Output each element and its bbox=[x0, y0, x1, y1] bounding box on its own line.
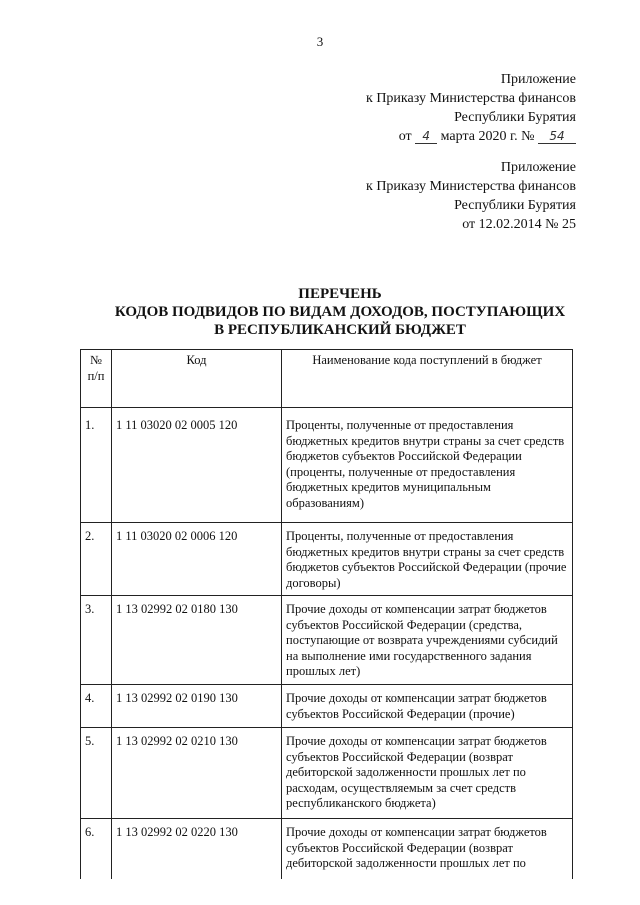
row-code: 1 11 03020 02 0005 120 bbox=[112, 408, 282, 523]
row-name: Прочие доходы от компенсации затрат бюджетов субъектов Российской Федерации (средства, поступающие от возврата учреждениями субсидий на выполнение ими государственного задания прошлых лет) bbox=[282, 596, 573, 685]
appendix-title: Приложение bbox=[500, 72, 576, 87]
row-name: Прочие доходы от компенсации затрат бюджетов субъектов Российской Федерации (прочие) bbox=[282, 685, 573, 728]
row-number: 2. bbox=[81, 523, 112, 596]
row-number: 6. bbox=[81, 819, 112, 880]
table-row bbox=[81, 523, 573, 596]
appendix-header-current bbox=[276, 70, 576, 146]
table-row bbox=[81, 819, 573, 880]
title-line: ПЕРЕЧЕНЬ bbox=[298, 286, 382, 302]
row-number: 4. bbox=[81, 685, 112, 728]
row-name: Проценты, полученные от предоставления бюджетных кредитов внутри страны за счет средств бюджетов субъектов Российской Федерации (проценты, полученные от предоставления бюджетных кредитов муниципальным образованиям) bbox=[282, 408, 573, 523]
appendix-date-line bbox=[276, 127, 576, 146]
title-line: В РЕСПУБЛИКАНСКИЙ БЮДЖЕТ bbox=[214, 322, 466, 338]
table-row bbox=[81, 728, 573, 819]
header-code: Код bbox=[112, 350, 282, 408]
row-number: 1. bbox=[81, 408, 112, 523]
header-number: № п/п bbox=[81, 350, 112, 408]
title-line: КОДОВ ПОДВИДОВ ПО ВИДАМ ДОХОДОВ, ПОСТУПАЮЩИХ bbox=[114, 304, 566, 320]
row-code: 1 13 02992 02 0190 130 bbox=[112, 685, 282, 728]
appendix-line: Республики Бурятия bbox=[454, 198, 576, 213]
handwritten-number: 54 bbox=[538, 129, 576, 144]
row-code: 1 13 02992 02 0220 130 bbox=[112, 819, 282, 880]
row-code: 1 13 02992 02 0180 130 bbox=[112, 596, 282, 685]
date-middle: марта 2020 г. № bbox=[440, 129, 535, 144]
appendix-title: Приложение bbox=[500, 160, 576, 175]
date-prefix: от bbox=[398, 129, 412, 144]
handwritten-day: 4 bbox=[415, 129, 437, 144]
row-name: Прочие доходы от компенсации затрат бюджетов субъектов Российской Федерации (возврат дебиторской задолженности прошлых лет по расходам, осуществляемым за счет средств республиканского бюджета) bbox=[282, 728, 573, 819]
row-name: Проценты, полученные от предоставления бюджетных кредитов внутри страны за счет средств бюджетов субъектов Российской Федерации (прочие договоры) bbox=[282, 523, 573, 596]
row-name: Прочие доходы от компенсации затрат бюджетов субъектов Российской Федерации (возврат дебиторской задолженности прошлых лет по bbox=[282, 819, 573, 880]
appendix-header-original bbox=[276, 158, 576, 234]
page-number: 3 bbox=[316, 34, 324, 49]
row-number: 5. bbox=[81, 728, 112, 819]
row-code: 1 11 03020 02 0006 120 bbox=[112, 523, 282, 596]
income-codes-table bbox=[80, 349, 573, 879]
row-number: 3. bbox=[81, 596, 112, 685]
row-code: 1 13 02992 02 0210 130 bbox=[112, 728, 282, 819]
appendix-line: к Приказу Министерства финансов bbox=[366, 179, 576, 194]
appendix-line: к Приказу Министерства финансов bbox=[366, 91, 576, 106]
document-title bbox=[40, 285, 640, 339]
table-header-row bbox=[81, 350, 573, 408]
appendix-line: Республики Бурятия bbox=[454, 110, 576, 125]
header-name: Наименование кода поступлений в бюджет bbox=[282, 350, 573, 408]
table-row bbox=[81, 685, 573, 728]
appendix-line: от 12.02.2014 № 25 bbox=[462, 217, 576, 232]
table-row bbox=[81, 408, 573, 523]
table-row bbox=[81, 596, 573, 685]
